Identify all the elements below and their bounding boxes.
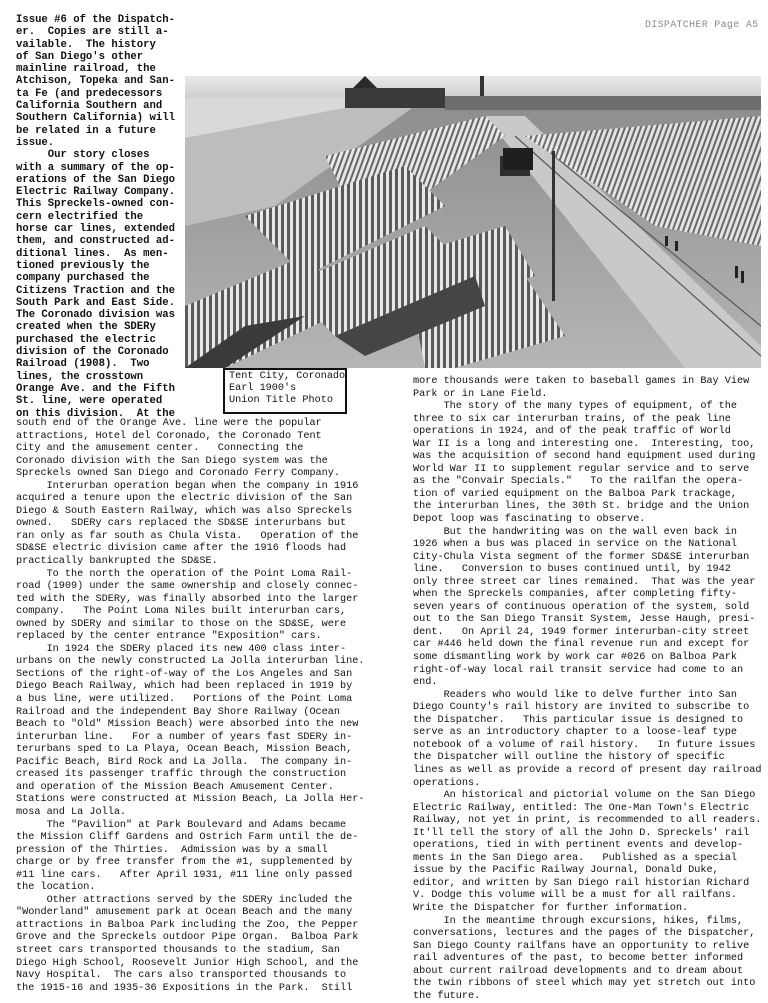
text-line: ted with the SDERy, was finally absorbed into the larger [16, 593, 359, 605]
text-line: The Coronado division was [16, 309, 175, 322]
text-line: dent. On April 24, 1949 former interurban-city street [413, 626, 750, 638]
text-line: the interurban lines, the 30th St. bridge and the Union [413, 501, 750, 513]
text-line: South Park and East Side. [16, 296, 175, 309]
text-line: St. line, were operated [16, 395, 163, 408]
text-line: The story of the many types of equipment, of the [413, 401, 738, 413]
text-line: Park or in Lane Field. [413, 388, 548, 400]
page-header: DISPATCHER Page A5 [645, 20, 759, 31]
text-line: Depot loop was fascinating to observe. [413, 514, 646, 526]
text-line: pression of the Thirties. Admission was by a small [16, 844, 328, 856]
text-line: the location. [16, 882, 96, 894]
text-line: V. Dodge this volume will be a must for all railfans. [413, 890, 738, 902]
text-line: Write the Dispatcher for further information. [413, 902, 689, 914]
text-line: City and the amusement center. Connecting the [16, 443, 304, 455]
text-line: with a summary of the op- [16, 161, 175, 174]
text-line: lines, the crosstown [16, 370, 144, 383]
text-line: creased its passenger traffic through the construction [16, 769, 347, 781]
text-line: Readers who would like to delve further into San [413, 689, 738, 701]
caption-line: Tent City, Coronado [229, 371, 346, 382]
text-line: Citizens Traction and the [16, 284, 175, 297]
text-line: editor, and written by San Diego rail historian Richard [413, 877, 750, 889]
text-line: road (1909) under the same ownership and closely connec- [16, 581, 359, 593]
text-line: er. Copies are still a- [16, 26, 169, 39]
text-line: urbans on the newly constructed La Jolla interurban line. [16, 656, 365, 668]
text-line: Diego & South Eastern Railway, which was also Spreckels [16, 505, 353, 517]
text-line: Coronado division with the San Diego system was the [16, 455, 328, 467]
text-line: City-Chula Vista segment of the former SD&SE interurban [413, 551, 750, 563]
text-line: lines as well as provide a record of present day railroad [413, 764, 762, 776]
text-line: charge or by free transfer from the #1, supplemented by [16, 857, 353, 869]
text-line: operations. [413, 777, 481, 789]
text-line: terurbans sped to La Playa, Ocean Beach, Mission Beach, [16, 744, 353, 756]
text-line: attractions, Hotel del Coronado, the Coronado Tent [16, 430, 322, 442]
text-line: rail adventures of the past, to become better informed [413, 953, 744, 965]
text-line: owned by SDERy and similar to those on the SD&SE, were [16, 618, 347, 630]
text-line: issue. [16, 136, 55, 149]
text-line: the Mission Cliff Gardens and Ostrich Farm until the de- [16, 832, 359, 844]
text-line: vailable. The history [16, 38, 156, 51]
text-line: when the Spreckels companies, after completing fifty- [413, 589, 738, 601]
text-line: attractions in Balboa Park including the Zoo, the Pepper [16, 919, 359, 931]
text-line: Grove and the Spreckels outdoor Pipe Organ. Balboa Park [16, 932, 359, 944]
text-line: some dismantling work by work car #026 on Balboa Park [413, 652, 738, 664]
text-line: In 1924 the SDERy placed its new 400 class inter- [16, 643, 347, 655]
text-line: Other attractions served by the SDERy included the [16, 894, 353, 906]
text-line: was the acquisition of second hand equipment used during [413, 451, 756, 463]
text-line: Sections of the right-of-way of the Los Angeles and San [16, 668, 353, 680]
text-line: But the handwriting was on the wall even back in [413, 526, 738, 538]
text-line: To the north the operation of the Point Loma Rail- [16, 568, 353, 580]
text-line: the 1915-16 and 1935-36 Expositions in the Park. Still [16, 982, 353, 994]
text-line: Our story closes [16, 149, 150, 162]
text-line: tioned previously the [16, 259, 150, 272]
text-line: Railroad and the independent Bay Shore Railway (Ocean [16, 706, 341, 718]
text-line: practically bankrupted the SD&SE. [16, 556, 218, 568]
text-line: Diego Beach Railway, which had been replaced in 1919 by [16, 681, 353, 693]
text-line: company. The Point Loma Niles built interurban cars, [16, 606, 347, 618]
text-line: end. [413, 677, 438, 689]
text-line: It'll tell the story of all the John D. Spreckels' rail [413, 827, 750, 839]
text-line: Diego High School, Roosevelt Junior High School, and the [16, 957, 359, 969]
text-line: more thousands were taken to baseball games in Bay View [413, 376, 750, 387]
text-line: right-of-way local rail transit service had come to an [413, 664, 744, 676]
text-line: the twin ribbons of steel which may yet stretch out into [413, 978, 756, 990]
text-line: south end of the Orange Ave. line were the popular [16, 418, 322, 429]
text-line: mosa and La Jolla. [16, 806, 127, 818]
text-line: acquired a tenure upon the electric division of the San [16, 493, 353, 505]
text-line: SD&SE electric division came after the 1916 floods had [16, 543, 347, 555]
text-line: Diego County's rail history are invited to subscribe to [413, 702, 750, 714]
right-column-text [413, 376, 761, 1003]
text-line: about current railroad developments and to dream about [413, 965, 744, 977]
text-line: erations of the San Diego [16, 173, 175, 186]
text-line: notebook of a volume of rail history. In future issues [413, 739, 756, 751]
text-line: Electric Railway, entitled: The One-Man Town's Electric [413, 802, 750, 814]
text-line: as the "Convair Specials." To the railfan the opera- [413, 476, 744, 488]
text-line: street cars transported thousands to the stadium, San [16, 944, 341, 956]
photo-caption [223, 368, 347, 414]
tent-city-photo [185, 76, 761, 368]
text-line: 1926 when a bus was placed in service on the National [413, 539, 738, 551]
text-line: and operation of the Mission Beach Amusement Center. [16, 781, 334, 793]
text-line: issue by the Pacific Railway Journal, Donald Duke, [413, 865, 719, 877]
text-line: ments in the San Diego area. Published as a special [413, 852, 738, 864]
text-line: the future. [413, 990, 481, 1002]
text-line: a bus line, were utilized. Portions of the Point Loma [16, 694, 353, 706]
text-line: Electric Railway Company. [16, 186, 175, 199]
text-line: car #446 held down the final revenue run and except for [413, 639, 750, 651]
text-line: Pacific Beach, Bird Rock and La Jolla. The company in- [16, 756, 353, 768]
text-line: out to the San Diego Transit System, Jesse Haugh, presi- [413, 614, 756, 626]
text-line: Railway, not yet in print, is recommended to all readers. [413, 815, 762, 827]
text-line: Atchison, Topeka and San- [16, 75, 175, 88]
text-line: conversations, lectures and the pages of the Dispatcher, [413, 928, 756, 940]
text-line: seven years of continuous operation of the system, sold [413, 601, 750, 613]
text-line: Spreckels owned San Diego and Coronado Ferry Company. [16, 468, 341, 480]
text-line: interurban line. For a number of years fast SDERy in- [16, 731, 353, 743]
text-line: tion of varied equipment on the Balboa Park trackage, [413, 488, 738, 500]
text-line: owned. SDERy cars replaced the SD&SE interurbans but [16, 518, 347, 530]
text-line: replaced by the center entrance "Exposition" cars. [16, 631, 322, 643]
caption-line: Union Title Photo [229, 395, 333, 406]
text-line: horse car lines, extended [16, 223, 175, 236]
text-line: This Spreckels-owned con- [16, 198, 175, 211]
text-line: California Southern and [16, 100, 163, 113]
text-line: cern electrified the [16, 210, 144, 223]
text-line: line. Conversion to buses continued until, by 1942 [413, 564, 731, 576]
text-line: ran only as far south as Chula Vista. Operation of the [16, 530, 359, 542]
text-line: ta Fe (and predecessors [16, 87, 163, 100]
text-line: The "Pavilion" at Park Boulevard and Adams became [16, 819, 347, 831]
text-line: World War II to supplement regular service and to serve [413, 463, 750, 475]
text-line: San Diego County railfans have an opportunity to relive [413, 940, 750, 952]
text-line: of San Diego's other [16, 50, 144, 63]
text-line: be related in a future [16, 124, 156, 137]
text-line: them, and constructed ad- [16, 235, 175, 248]
text-line: An historical and pictorial volume on the San Diego [413, 790, 756, 802]
text-line: on this division. At the [16, 407, 175, 420]
text-line: operations, tied in with pertinent events and develop- [413, 840, 744, 852]
text-line: three to six car interurban trains, of the peak line [413, 413, 731, 425]
text-line: War II is a long and interesting one. Interesting, too, [413, 438, 756, 450]
text-line: purchased the electric [16, 333, 156, 346]
text-line: Railroad (1908). Two [16, 358, 150, 371]
text-line: operations in 1924, and of the peak traffic of World [413, 426, 731, 438]
text-line: In the meantime through excursions, hikes, films, [413, 915, 744, 927]
text-line: the Dispatcher. This particular issue is designed to [413, 714, 744, 726]
text-line: #11 line cars. After April 1931, #11 line only passed [16, 869, 353, 881]
text-line: mainline railroad, the [16, 63, 156, 76]
text-line: ditional lines. As men- [16, 247, 169, 260]
text-line: "Wonderland" amusement park at Ocean Beach and the many [16, 907, 353, 919]
text-line: Stations were constructed at Mission Beach, La Jolla Her- [16, 794, 365, 806]
text-line: division of the Coronado [16, 346, 169, 359]
text-line: serve as an introductory chapter to a loose-leaf type [413, 727, 738, 739]
left-column-bottom-text [16, 418, 364, 995]
text-line: Navy Hospital. The cars also transported thousands to [16, 970, 347, 982]
text-line: Southern California) will [16, 112, 175, 125]
text-line: Beach to "Old" Mission Beach) were absorbed into the new [16, 719, 359, 731]
text-line: created when the SDERy [16, 321, 156, 334]
text-line: Issue #6 of the Dispatch- [16, 14, 175, 26]
left-column-top-text [16, 14, 175, 420]
text-line: company purchased the [16, 272, 150, 285]
text-line: the Dispatcher will outline the history of specific [413, 752, 725, 764]
text-line: Interurban operation began when the company in 1916 [16, 480, 359, 492]
text-line: only three street car lines remained. That was the year [413, 576, 756, 588]
caption-line: Earl 1900's [229, 383, 297, 394]
text-line: Orange Ave. and the Fifth [16, 382, 175, 395]
